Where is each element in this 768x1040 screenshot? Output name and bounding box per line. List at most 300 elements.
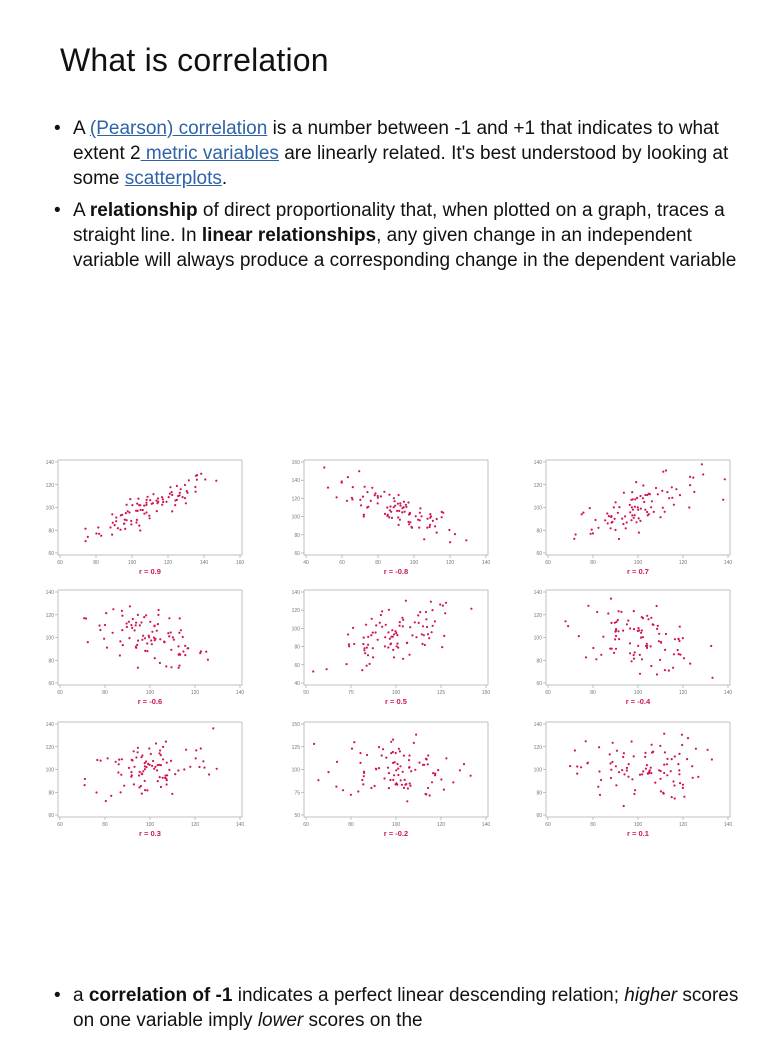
scatter-point: [659, 659, 661, 661]
scatter-point: [129, 498, 131, 500]
scatter-point: [364, 486, 366, 488]
scatter-point: [410, 770, 412, 772]
scatter-point: [646, 647, 648, 649]
scatter-point: [465, 539, 467, 541]
scatter-point: [707, 749, 709, 751]
scatter-point: [348, 645, 350, 647]
scatter-point: [346, 663, 348, 665]
y-tick-label: 60: [294, 551, 300, 557]
scatter-point: [587, 762, 589, 764]
y-tick-label: 120: [45, 482, 54, 489]
y-tick-label: 100: [291, 626, 300, 633]
x-tick-label: 140: [199, 560, 209, 566]
scatter-point: [410, 526, 412, 528]
scatter-point: [637, 645, 639, 647]
scatter-point: [148, 635, 150, 637]
scatter-point: [388, 787, 390, 789]
scatter-point: [153, 768, 155, 770]
scatter-point: [157, 764, 159, 766]
scatter-point: [595, 658, 597, 660]
scatter-point: [100, 760, 102, 762]
scatter-point: [402, 658, 404, 660]
scatter-point: [615, 628, 617, 630]
y-tick-label: 100: [533, 635, 542, 642]
x-tick-label: 140: [723, 560, 733, 566]
scatter-point: [146, 789, 148, 791]
scatter-point: [661, 490, 663, 492]
scatter-point: [387, 631, 389, 633]
scatter-point: [342, 789, 344, 791]
scatter-point: [623, 805, 625, 807]
y-tick-label: 80: [48, 528, 54, 535]
scatter-point: [648, 771, 650, 773]
scatter-point: [405, 506, 407, 508]
scatter-point: [137, 667, 139, 669]
scatter-point: [396, 784, 398, 786]
scatter-point: [427, 763, 429, 765]
scatter-point: [144, 650, 146, 652]
scatter-point: [111, 534, 113, 536]
scatter-point: [418, 622, 420, 624]
scatter-point: [402, 619, 404, 621]
scatter-point: [441, 511, 443, 513]
scatter-point: [375, 768, 377, 770]
scatter-point: [692, 477, 694, 479]
scatter-point: [399, 621, 401, 623]
scatter-point: [185, 749, 187, 751]
scatter-point: [115, 516, 117, 518]
scatter-point: [659, 516, 661, 518]
scatter-point: [159, 662, 161, 664]
scatter-point: [141, 754, 143, 756]
scatter-point: [567, 625, 569, 627]
scatter-point: [409, 521, 411, 523]
scatter-point: [203, 767, 205, 769]
x-tick-label: 80: [93, 560, 99, 566]
scatter-point: [171, 510, 173, 512]
x-tick-label: 120: [190, 690, 200, 696]
scatter-point: [317, 779, 319, 781]
scatter-point: [84, 528, 86, 530]
scatter-point: [361, 779, 363, 781]
scatter-point: [419, 512, 421, 514]
scatter-point: [383, 777, 385, 779]
scatter-point: [614, 518, 616, 520]
scatter-point: [615, 648, 617, 650]
x-tick-label: 40: [303, 560, 309, 566]
scatter-point: [442, 605, 444, 607]
y-tick-label: 50: [294, 813, 300, 819]
scatter-point: [637, 627, 639, 629]
scatter-point: [677, 763, 679, 765]
scatter-point: [634, 498, 636, 500]
scatter-point: [630, 499, 632, 501]
scatter-point: [128, 621, 130, 623]
scatter-point: [380, 495, 382, 497]
scatter-point: [154, 639, 156, 641]
scatter-point: [441, 646, 443, 648]
y-tick-label: 150: [291, 722, 300, 728]
scatter-point: [335, 786, 337, 788]
scatter-point: [200, 650, 202, 652]
scatter-point: [143, 513, 145, 515]
scatter-point: [135, 756, 137, 758]
scatter-point: [660, 790, 662, 792]
scatter-point: [660, 641, 662, 643]
x-tick-label: 80: [375, 560, 381, 566]
scatter-point: [594, 519, 596, 521]
plot-frame: [546, 722, 730, 817]
scatter-point: [401, 507, 403, 509]
scatter-point: [470, 775, 472, 777]
x-tick-label: 150: [481, 690, 491, 696]
scatter-point: [396, 645, 398, 647]
scatter-point: [104, 624, 106, 626]
scatter-point: [156, 769, 158, 771]
scatter-point: [423, 538, 425, 540]
text: .: [221, 168, 228, 189]
pearson-correlation-link[interactable]: (Pearson) correlation: [89, 118, 268, 139]
scatter-point: [452, 781, 454, 783]
scatter-point: [629, 627, 631, 629]
scatter-point: [637, 506, 639, 508]
scatter-point: [623, 752, 625, 754]
y-tick-label: 120: [533, 612, 542, 619]
scatter-point: [434, 525, 436, 527]
scatter-point: [112, 522, 114, 524]
scatter-point: [673, 504, 675, 506]
scatter-point: [366, 491, 368, 493]
scatter-point: [140, 509, 142, 511]
scatter-point: [398, 748, 400, 750]
scatter-point: [651, 500, 653, 502]
scatter-point: [610, 622, 612, 624]
scatter-point: [666, 491, 668, 493]
scatter-point: [631, 778, 633, 780]
scatter-point: [622, 756, 624, 758]
scatter-point: [110, 795, 112, 797]
scatter-point: [663, 772, 665, 774]
scatter-point: [161, 504, 163, 506]
scatter-point: [159, 638, 161, 640]
scatter-point: [394, 761, 396, 763]
bullet-negative-correlation: [52, 983, 742, 1033]
y-tick-label: 100: [533, 767, 542, 774]
scatterplots-link[interactable]: scatterplots: [124, 168, 222, 189]
scatter-point: [144, 637, 146, 639]
scatter-point: [395, 632, 397, 634]
scatter-point: [365, 624, 367, 626]
y-tick-label: 140: [45, 590, 54, 596]
scatter-point: [172, 636, 174, 638]
scatter-point: [160, 786, 162, 788]
scatter-point: [384, 636, 386, 638]
scatter-point: [144, 780, 146, 782]
scatter-point: [363, 775, 365, 777]
scatter-point: [677, 638, 679, 640]
scatter-point: [421, 643, 423, 645]
scatter-point: [414, 769, 416, 771]
scatter-point: [127, 510, 129, 512]
scatter-point: [443, 789, 445, 791]
scatter-point: [622, 630, 624, 632]
scatter-point: [392, 649, 394, 651]
scatter-point: [145, 511, 147, 513]
scatter-point: [674, 797, 676, 799]
scatter-point: [634, 789, 636, 791]
scatter-point: [610, 527, 612, 529]
scatter-point: [367, 636, 369, 638]
scatter-point: [387, 767, 389, 769]
scatter-point: [615, 765, 617, 767]
scatter-point: [382, 748, 384, 750]
scatter-point: [200, 747, 202, 749]
scatter-point: [642, 770, 644, 772]
scatter-point: [126, 504, 128, 506]
scatter-point: [592, 532, 594, 534]
scatter-point: [399, 519, 401, 521]
scatter-point: [169, 486, 171, 488]
scatter-point: [143, 616, 145, 618]
scatter-point: [169, 493, 171, 495]
scatter-point: [612, 742, 614, 744]
scatter-point: [140, 621, 142, 623]
scatter-point: [131, 504, 133, 506]
scatter-point: [664, 649, 666, 651]
y-tick-label: 80: [48, 790, 54, 797]
plot-frame: [58, 722, 242, 817]
y-tick-label: 140: [291, 590, 300, 596]
scatter-point: [654, 782, 656, 784]
scatter-point: [666, 758, 668, 760]
scatter-point: [408, 766, 410, 768]
scatter-point: [184, 484, 186, 486]
scatter-point: [635, 521, 637, 523]
scatter-point: [449, 541, 451, 543]
scatter-point: [611, 521, 613, 523]
scatter-point: [128, 511, 130, 513]
scatter-point: [701, 463, 703, 465]
scatter-point: [95, 791, 97, 793]
scatter-point: [182, 496, 184, 498]
scatter-point: [679, 654, 681, 656]
scatter-point: [419, 611, 421, 613]
scatter-point: [724, 478, 726, 480]
scatter-point: [381, 626, 383, 628]
scatter-point: [184, 654, 186, 656]
scatter-point: [133, 766, 135, 768]
scatter-point: [377, 502, 379, 504]
scatter-point: [689, 663, 691, 665]
scatter-point: [119, 529, 121, 531]
scatterplot-title: r = -0.2: [383, 829, 409, 838]
scatter-point: [393, 774, 395, 776]
x-tick-label: 140: [723, 690, 733, 696]
scatter-point: [634, 651, 636, 653]
scatter-point: [693, 491, 695, 493]
scatter-point: [621, 518, 623, 520]
scatter-point: [162, 746, 164, 748]
x-tick-label: 100: [127, 560, 137, 566]
scatter-point: [598, 770, 600, 772]
scatter-point: [182, 636, 184, 638]
scatter-point: [165, 501, 167, 503]
scatter-point: [692, 777, 694, 779]
scatter-point: [402, 625, 404, 627]
scatter-point: [126, 626, 128, 628]
scatter-point: [139, 529, 141, 531]
y-tick-label: 120: [533, 482, 542, 489]
plot-frame: [546, 590, 730, 685]
scatter-point: [189, 766, 191, 768]
scatter-point: [358, 470, 360, 472]
scatter-point: [151, 503, 153, 505]
scatter-point: [149, 499, 151, 501]
scatter-point: [401, 617, 403, 619]
scatter-point: [134, 629, 136, 631]
scatter-point: [679, 782, 681, 784]
scatter-point: [418, 527, 420, 529]
scatter-point: [109, 526, 111, 528]
scatter-point: [617, 619, 619, 621]
scatter-point: [136, 644, 138, 646]
scatter-point: [445, 602, 447, 604]
scatter-point: [646, 645, 648, 647]
scatter-point: [711, 758, 713, 760]
scatter-point: [678, 773, 680, 775]
scatter-point: [421, 515, 423, 517]
scatter-point: [432, 520, 434, 522]
scatter-point: [695, 748, 697, 750]
scatter-point: [629, 652, 631, 654]
scatter-point: [161, 496, 163, 498]
scatter-point: [611, 761, 613, 763]
scatter-point: [626, 767, 628, 769]
scatter-point: [576, 765, 578, 767]
scatter-point: [98, 533, 100, 535]
scatter-point: [668, 670, 670, 672]
scatter-point: [610, 769, 612, 771]
scatter-point: [157, 497, 159, 499]
scatter-point: [403, 755, 405, 757]
scatter-point: [408, 759, 410, 761]
scatter-point: [148, 747, 150, 749]
y-tick-label: 100: [45, 505, 54, 512]
scatter-point: [632, 509, 634, 511]
scatter-point: [182, 650, 184, 652]
x-tick-label: 100: [633, 822, 643, 828]
text: A: [73, 200, 90, 221]
scatter-point: [674, 755, 676, 757]
scatter-point: [662, 507, 664, 509]
scatter-point: [180, 629, 182, 631]
scatter-point: [406, 642, 408, 644]
y-tick-label: 40: [294, 681, 300, 687]
scatter-point: [662, 471, 664, 473]
x-tick-label: 60: [545, 560, 551, 566]
scatter-point: [84, 784, 86, 786]
metric-variables-link[interactable]: metric variables: [140, 143, 279, 164]
scatter-point: [336, 761, 338, 763]
scatter-point: [671, 796, 673, 798]
scatter-point: [398, 524, 400, 526]
scatter-point: [384, 513, 386, 515]
scatter-point: [385, 624, 387, 626]
scatter-point: [418, 762, 420, 764]
scatter-point: [656, 628, 658, 630]
scatter-point: [374, 494, 376, 496]
scatter-point: [132, 618, 134, 620]
scatter-point: [149, 621, 151, 623]
scatter-point: [374, 785, 376, 787]
scatter-point: [388, 516, 390, 518]
scatter-point: [352, 627, 354, 629]
scatter-point: [177, 645, 179, 647]
scatter-point: [135, 521, 137, 523]
scatter-point: [353, 643, 355, 645]
scatterplot-panel: [292, 722, 491, 838]
scatter-point: [610, 598, 612, 600]
scatterplot-panel: [534, 590, 733, 706]
scatter-point: [395, 752, 397, 754]
scatter-point: [429, 526, 431, 528]
scatter-point: [426, 518, 428, 520]
scatter-point: [606, 512, 608, 514]
scatter-point: [126, 622, 128, 624]
scatter-point: [129, 605, 131, 607]
scatter-point: [118, 759, 120, 761]
scatter-point: [631, 660, 633, 662]
scatter-point: [444, 612, 446, 614]
scatter-point: [656, 673, 658, 675]
scatter-point: [689, 476, 691, 478]
y-tick-label: 140: [533, 722, 542, 728]
y-tick-label: 60: [536, 813, 542, 819]
x-tick-label: 140: [481, 822, 491, 828]
y-tick-label: 75: [294, 790, 300, 797]
y-tick-label: 100: [291, 514, 300, 521]
scatter-point: [646, 511, 648, 513]
scatter-point: [402, 771, 404, 773]
scatter-point: [361, 669, 363, 671]
scatter-point: [357, 790, 359, 792]
scatter-point: [618, 538, 620, 540]
scatter-point: [711, 677, 713, 679]
x-tick-label: 140: [481, 560, 491, 566]
scatter-point: [95, 532, 97, 534]
scatter-point: [634, 514, 636, 516]
scatter-point: [429, 794, 431, 796]
scatter-point: [682, 784, 684, 786]
scatter-point: [389, 505, 391, 507]
scatter-point: [400, 779, 402, 781]
scatter-point: [371, 487, 373, 489]
scatterplot-title: r = 0.1: [627, 829, 649, 838]
scatter-point: [144, 768, 146, 770]
scatter-point: [146, 499, 148, 501]
scatter-point: [639, 495, 641, 497]
scatter-point: [366, 647, 368, 649]
scatter-point: [407, 787, 409, 789]
y-tick-label: 120: [45, 612, 54, 619]
scatter-point: [180, 488, 182, 490]
scatter-point: [599, 794, 601, 796]
scatter-point: [115, 520, 117, 522]
scatter-point: [106, 647, 108, 649]
scatter-point: [130, 520, 132, 522]
x-tick-label: 60: [57, 822, 63, 828]
scatter-point: [463, 763, 465, 765]
